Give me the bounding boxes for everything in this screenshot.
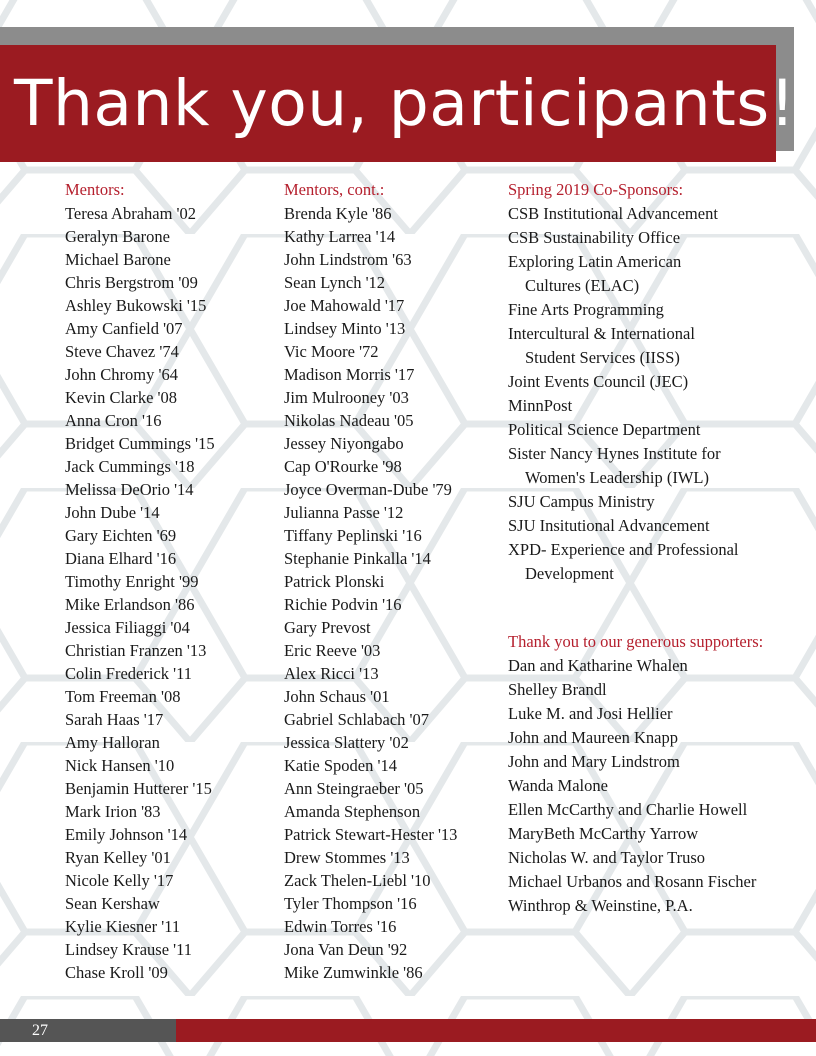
page-title: Thank you, participants! [14,67,796,140]
list-item: Joyce Overman-Dube '79 [284,480,452,499]
list-item: Joe Mahowald '17 [284,296,405,315]
sponsor-name: XPD- Experience and Professional [508,540,739,559]
list-item: Eric Reeve '03 [284,641,381,660]
list-item: Kylie Kiesner '11 [65,917,181,936]
sponsor-name: Intercultural & International [508,324,695,343]
mentors-cont-column [284,178,502,984]
list-item: Katie Spoden '14 [284,756,397,775]
footer-red-bar [176,1019,816,1042]
list-item: Emily Johnson '14 [65,825,188,844]
list-item: Jim Mulrooney '03 [284,388,409,407]
list-item: Anna Cron '16 [65,411,162,430]
sponsor-name-continued: Development [525,564,614,583]
list-item [508,442,808,490]
list-item: Dan and Katharine Whalen [508,656,688,675]
list-item [508,490,808,514]
list-item: Tyler Thompson '16 [284,894,417,913]
mentors-list [65,202,275,984]
list-item: Chris Bergstrom '09 [65,273,198,292]
cosponsors-heading: Spring 2019 Co-Sponsors: [508,180,684,199]
cosponsors-list [508,202,808,586]
list-item: Ashley Bukowski '15 [65,296,207,315]
list-item: Kevin Clarke '08 [65,388,178,407]
sponsor-name: SJU Insitutional Advancement [508,516,710,535]
supporters-heading: Thank you to our generous supporters: [508,632,764,651]
list-item: Jessey Niyongabo [284,434,404,453]
list-item: Mike Zumwinkle '86 [284,963,423,982]
list-item [508,298,808,322]
mentors-heading: Mentors: [65,180,125,199]
list-item: Diana Elhard '16 [65,549,177,568]
list-item: Nicholas W. and Taylor Truso [508,848,706,867]
list-item: Madison Morris '17 [284,365,415,384]
list-item: Drew Stommes '13 [284,848,410,867]
list-item: Richie Podvin '16 [284,595,402,614]
list-item: Michael Barone [65,250,171,269]
list-item: Amanda Stephenson [284,802,421,821]
list-item: Vic Moore '72 [284,342,379,361]
list-item: Christian Franzen '13 [65,641,207,660]
list-item: Ann Steingraeber '05 [284,779,424,798]
list-item: Geralyn Barone [65,227,170,246]
list-item: Luke M. and Josi Hellier [508,704,673,723]
list-item: Bridget Cummings '15 [65,434,215,453]
list-item: John Chromy '64 [65,365,178,384]
list-item: Teresa Abraham '02 [65,204,197,223]
sponsor-name: Joint Events Council (JEC) [508,372,689,391]
list-item: Steve Chavez '74 [65,342,179,361]
list-item [508,226,808,250]
list-item [508,370,808,394]
list-item: Julianna Passe '12 [284,503,404,522]
list-item: Jessica Filiaggi '04 [65,618,190,637]
list-item: Colin Frederick '11 [65,664,193,683]
list-item [508,394,808,418]
list-item [508,250,808,298]
mentors-cont-heading: Mentors, cont.: [284,180,385,199]
list-item: Tiffany Peplinski '16 [284,526,422,545]
list-item: Lindsey Krause '11 [65,940,192,959]
list-item: Sean Lynch '12 [284,273,386,292]
mentors-cont-list [284,202,502,984]
list-item: Winthrop & Weinstine, P.A. [508,896,693,915]
sponsor-name-continued: Women's Leadership (IWL) [525,468,709,487]
list-item: Benjamin Hutterer '15 [65,779,212,798]
list-item: Gary Prevost [284,618,371,637]
list-item: Shelley Brandl [508,680,607,699]
list-item: John and Maureen Knapp [508,728,678,747]
list-item: Nikolas Nadeau '05 [284,411,414,430]
list-item: Alex Ricci '13 [284,664,379,683]
list-item [508,322,808,370]
list-item: Gary Eichten '69 [65,526,177,545]
supporters-list [508,654,808,918]
list-item: Lindsey Minto '13 [284,319,406,338]
list-item [508,514,808,538]
list-item: Jona Van Deun '92 [284,940,408,959]
list-item: Sarah Haas '17 [65,710,164,729]
list-item [508,418,808,442]
sponsor-name: SJU Campus Ministry [508,492,655,511]
list-item: Jack Cummings '18 [65,457,195,476]
sponsor-name: MinnPost [508,396,573,415]
list-item: Gabriel Schlabach '07 [284,710,430,729]
list-item: Tom Freeman '08 [65,687,181,706]
page-number: 27 [32,1022,48,1039]
sponsor-name-continued: Cultures (ELAC) [525,276,640,295]
list-item: Mike Erlandson '86 [65,595,195,614]
list-item: Stephanie Pinkalla '14 [284,549,431,568]
list-item: Kathy Larrea '14 [284,227,396,246]
list-item: Melissa DeOrio '14 [65,480,194,499]
list-item: John Dube '14 [65,503,160,522]
list-item: Timothy Enright '99 [65,572,199,591]
footer-gray-bar [0,1019,176,1042]
list-item: Jessica Slattery '02 [284,733,409,752]
sponsor-name: CSB Institutional Advancement [508,204,718,223]
list-item: John and Mary Lindstrom [508,752,680,771]
list-item: Nicole Kelly '17 [65,871,174,890]
sponsor-name-continued: Student Services (IISS) [525,348,680,367]
sponsor-name: Sister Nancy Hynes Institute for [508,444,721,463]
list-item: Michael Urbanos and Rosann Fischer [508,872,757,891]
list-item: John Lindstrom '63 [284,250,412,269]
list-item: Sean Kershaw [65,894,160,913]
list-item: MaryBeth McCarthy Yarrow [508,824,699,843]
list-item: Zack Thelen-Liebl '10 [284,871,431,890]
sponsor-name: CSB Sustainability Office [508,228,681,247]
list-item: Nick Hansen '10 [65,756,175,775]
sponsor-name: Exploring Latin American [508,252,682,271]
list-item: Amy Halloran [65,733,160,752]
list-item: Cap O'Rourke '98 [284,457,402,476]
sponsors-column [508,178,808,918]
list-item: Patrick Plonski [284,572,385,591]
list-item: Patrick Stewart-Hester '13 [284,825,458,844]
sponsor-name: Political Science Department [508,420,701,439]
list-item: Chase Kroll '09 [65,963,168,982]
list-item: Brenda Kyle '86 [284,204,392,223]
list-item: Wanda Malone [508,776,608,795]
list-item: Amy Canfield '07 [65,319,183,338]
list-item: Mark Irion '83 [65,802,161,821]
sponsor-name: Fine Arts Programming [508,300,664,319]
list-item: Ellen McCarthy and Charlie Howell [508,800,748,819]
list-item [508,202,808,226]
list-item: Ryan Kelley '01 [65,848,171,867]
mentors-column [65,178,275,984]
list-item: Edwin Torres '16 [284,917,397,936]
list-item: John Schaus '01 [284,687,390,706]
list-item [508,538,808,586]
